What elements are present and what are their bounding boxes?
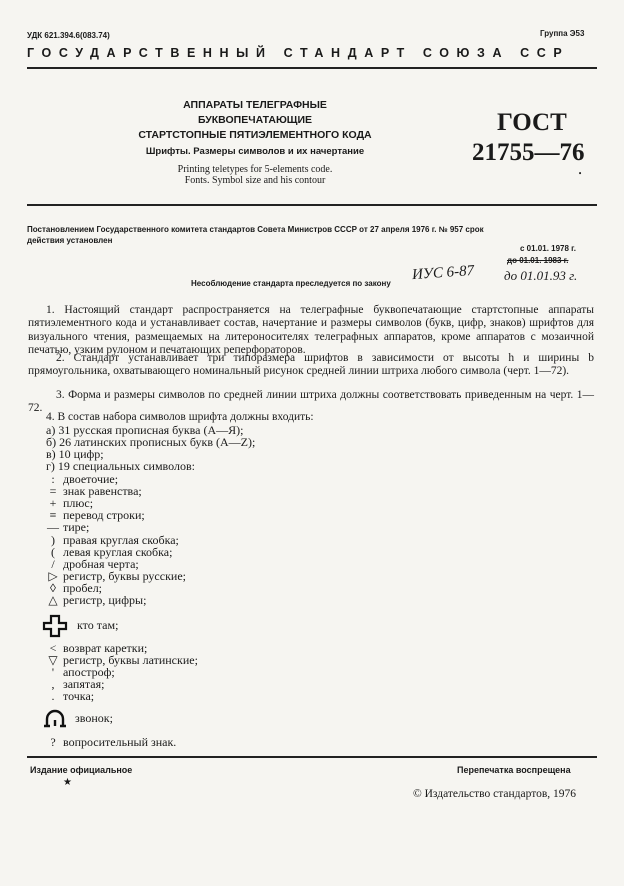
- title-line-2: БУКВОПЕЧАТАЮЩИЕ: [197, 114, 313, 126]
- latin-letters-register-icon: ▽: [48, 653, 58, 667]
- symbol-label: регистр, буквы русские;: [63, 569, 186, 583]
- symbol-label: дробная черта;: [63, 557, 139, 571]
- list-item-b: б) 26 латинских прописных букв (A—Z);: [46, 435, 256, 449]
- symbol-label: запятая;: [63, 677, 105, 691]
- header-rule: [27, 67, 597, 69]
- reprint-notice: Перепечатка воспрещена: [457, 765, 571, 775]
- bell-icon: [42, 708, 68, 730]
- copyright: © Издательство стандартов, 1976: [413, 788, 577, 800]
- symbol-label: перевод строки;: [63, 508, 145, 522]
- title-line-3: СТАРТСТОПНЫЕ ПЯТИЭЛЕМЕНТНОГО КОДА: [138, 129, 372, 141]
- resolution-line-2: действия установлен: [27, 236, 113, 245]
- group-code: Группа Э53: [540, 29, 585, 38]
- star-icon: ★: [63, 777, 72, 788]
- who-is-there-icon: [42, 614, 68, 638]
- list-item-v: в) 10 цифр;: [46, 447, 104, 461]
- resolution-line-1: Постановлением Государственного комитета стандартов Совета Министров СССР от 27 апреля 1976 г. № 957 срок: [27, 225, 484, 234]
- russian-letters-register-icon: ▷: [48, 569, 58, 583]
- symbol-label: вопросительный знак.: [63, 735, 177, 749]
- state-standard-heading: ГОСУДАРСТВЕННЫЙ СТАНДАРТ СОЮЗА ССР: [27, 46, 570, 60]
- paragraph-2: 2. Стандарт устанавливает три типоразмера шрифтов в зависимости от высоты h и ширины b прямоугольника, охватывающего номинальный рисунок средней линии штриха любого символа (черт. 1—72).: [28, 352, 594, 378]
- paragraph-4: 4. В состав набора символов шрифта должны входить:: [46, 411, 314, 423]
- carriage-return-icon: <: [49, 641, 57, 655]
- symbol-label: кто там;: [77, 617, 119, 632]
- symbol-label: тире;: [63, 520, 90, 534]
- symbol-label: плюс;: [63, 496, 94, 510]
- plus-symbol-icon: +: [49, 496, 57, 510]
- footer-rule: [27, 756, 597, 758]
- dash-symbol-icon: —: [47, 520, 59, 534]
- title-subtitle: Шрифты. Размеры символов и их начертание: [145, 146, 365, 157]
- symbol-row: [46, 735, 176, 750]
- symbol-row: [46, 689, 94, 704]
- validity-from: с 01.01. 1978 г.: [520, 244, 576, 253]
- title-en-line-2: Fonts. Symbol size and his contour: [184, 175, 326, 186]
- comma-symbol-icon: ,: [51, 677, 55, 691]
- symbol-row: [46, 708, 113, 730]
- gost-number: 21755—76: [472, 139, 585, 166]
- equals-symbol-icon: =: [49, 484, 57, 498]
- title-en-line-1: Printing teletypes for 5-elements code.: [177, 164, 333, 175]
- symbol-label: регистр, буквы латинские;: [63, 653, 198, 667]
- official-edition: Издание официальное: [30, 765, 133, 775]
- colon-symbol-icon: :: [51, 472, 55, 486]
- period-symbol-icon: .: [51, 689, 55, 703]
- list-item-a: а) 31 русская прописная буква (А—Я);: [46, 423, 244, 437]
- symbol-label: возврат каретки;: [63, 641, 148, 655]
- symbol-label: двоеточие;: [63, 472, 119, 486]
- paragraph-3: 3. Форма и размеры символов по средней линии штриха должны соответствовать приведенным на черт. 1—72.: [28, 389, 594, 415]
- title-en: [110, 164, 400, 186]
- right-paren-symbol-icon: ): [51, 533, 55, 547]
- udk-code: УДК 621.394.6(083.74): [27, 31, 110, 40]
- slash-symbol-icon: /: [51, 557, 55, 571]
- apostrophe-symbol-icon: ': [51, 665, 55, 679]
- symbol-label: пробел;: [63, 581, 103, 595]
- question-mark-icon: ?: [50, 735, 56, 749]
- handwritten-ius-note: ИУС 6-87: [411, 262, 475, 284]
- space-symbol-icon: ◊: [50, 581, 56, 595]
- list-item-g: г) 19 специальных символов:: [46, 459, 195, 473]
- title-rule: [27, 204, 597, 206]
- left-paren-symbol-icon: (: [51, 545, 55, 559]
- gost-label: ГОСТ: [497, 109, 567, 136]
- symbol-label: левая круглая скобка;: [63, 545, 173, 559]
- validity-to: до 01.01. 1983 г.: [507, 256, 569, 265]
- line-feed-symbol-icon: ≡: [49, 508, 57, 522]
- title-ru: [110, 98, 400, 143]
- symbol-row: [46, 593, 146, 608]
- symbol-label: апостроф;: [63, 665, 115, 679]
- symbol-row: [46, 614, 118, 638]
- symbol-label: правая круглая скобка;: [63, 533, 179, 547]
- handwritten-date-note: до 01.01.93 г.: [504, 268, 578, 283]
- paragraph-1: 1. Настоящий стандарт распространяется на телеграфные буквопечатающие стартстопные аппараты пятиэлементного кода и устанавливает состав, начертание и размеры символов (букв, цифр, знаков) шрифтов для визуального чтения, размещаемых на литероносителях телеграфных аппаратов, кроме аппаратов с мозаичной печатью, узким рулоном и печатающих реперфораторов.: [28, 304, 594, 356]
- symbol-label: точка;: [63, 689, 95, 703]
- symbol-label: регистр, цифры;: [63, 593, 147, 607]
- digits-register-icon: △: [48, 593, 58, 607]
- violation-notice: Несоблюдение стандарта преследуется по закону: [191, 279, 391, 288]
- title-line-1: АППАРАТЫ ТЕЛЕГРАФНЫЕ: [183, 99, 327, 111]
- symbol-label: звонок;: [75, 710, 113, 725]
- symbol-label: знак равенства;: [63, 484, 142, 498]
- mark-dot: •: [578, 170, 583, 178]
